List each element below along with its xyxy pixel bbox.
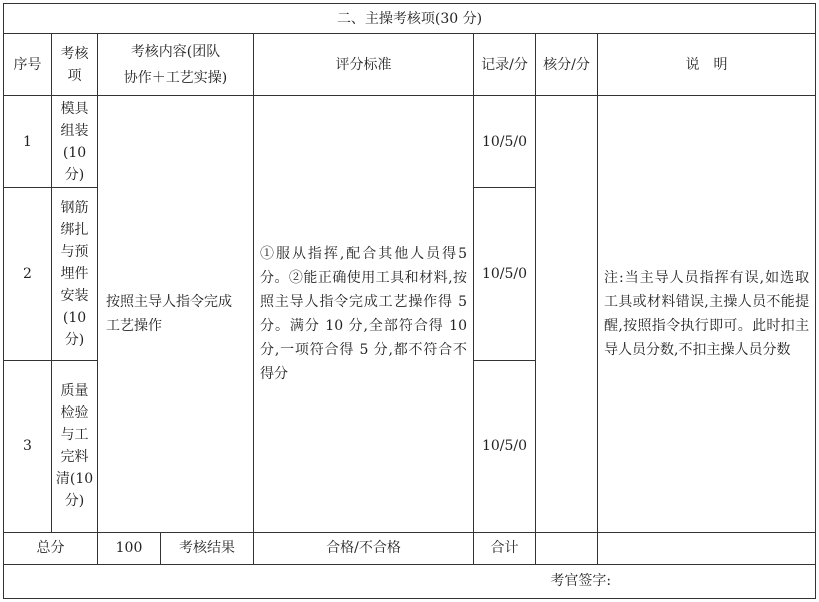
header-content: 考核内容(团队 协作＋工艺实操) — [98, 34, 254, 96]
row-2-record: 10/5/0 — [474, 188, 536, 360]
row-2-seq: 2 — [4, 188, 52, 360]
sum-value[interactable] — [536, 532, 598, 564]
header-record: 记录/分 — [474, 34, 536, 96]
header-item: 考核 项 — [52, 34, 98, 96]
note-cell: 注:当主导人员指挥有误,如选取工具或材料错误,主操人员不能提醒,按照指令执行即可。此时扣主导人员分数,不扣主操人员分数 — [598, 96, 816, 533]
row-3-record: 10/5/0 — [474, 360, 536, 532]
result-label: 考核结果 — [161, 532, 254, 564]
row-2-item: 钢筋 绑扎 与预 埋件 安装 (10 分) — [52, 188, 98, 360]
header-criteria: 评分标准 — [254, 34, 474, 96]
content-cell: 按照主导人指令完成工艺操作 — [98, 96, 254, 533]
row-3-item: 质量 检验 与工 完料 清(10 分) — [52, 360, 98, 532]
header-check: 核分/分 — [536, 34, 598, 96]
table-title: 二、主操考核项(30 分) — [4, 4, 816, 34]
row-1-item: 模具 组装 (10 分) — [52, 96, 98, 188]
total-value: 100 — [98, 532, 161, 564]
header-seq: 序号 — [4, 34, 52, 96]
result-value: 合格/不合格 — [254, 532, 474, 564]
header-note: 说 明 — [598, 34, 816, 96]
total-label: 总分 — [4, 532, 98, 564]
signature-label: 考官签字: — [550, 573, 612, 590]
criteria-cell: ①服从指挥,配合其他人员得5 分。②能正确使用工具和材料,按照主导人指令完成工艺操作得 5 分。满分 10 分,全部符合得 10 分,一项符合得 5 分,都不符合不得分 — [254, 96, 474, 533]
sum-label: 合计 — [474, 532, 536, 564]
row-1-seq: 1 — [4, 96, 52, 188]
row-3-seq: 3 — [4, 360, 52, 532]
assessment-table — [3, 3, 816, 599]
check-cell — [536, 96, 598, 533]
signature-cell[interactable] — [4, 564, 816, 598]
sum-blank — [598, 532, 816, 564]
row-1-record: 10/5/0 — [474, 96, 536, 188]
